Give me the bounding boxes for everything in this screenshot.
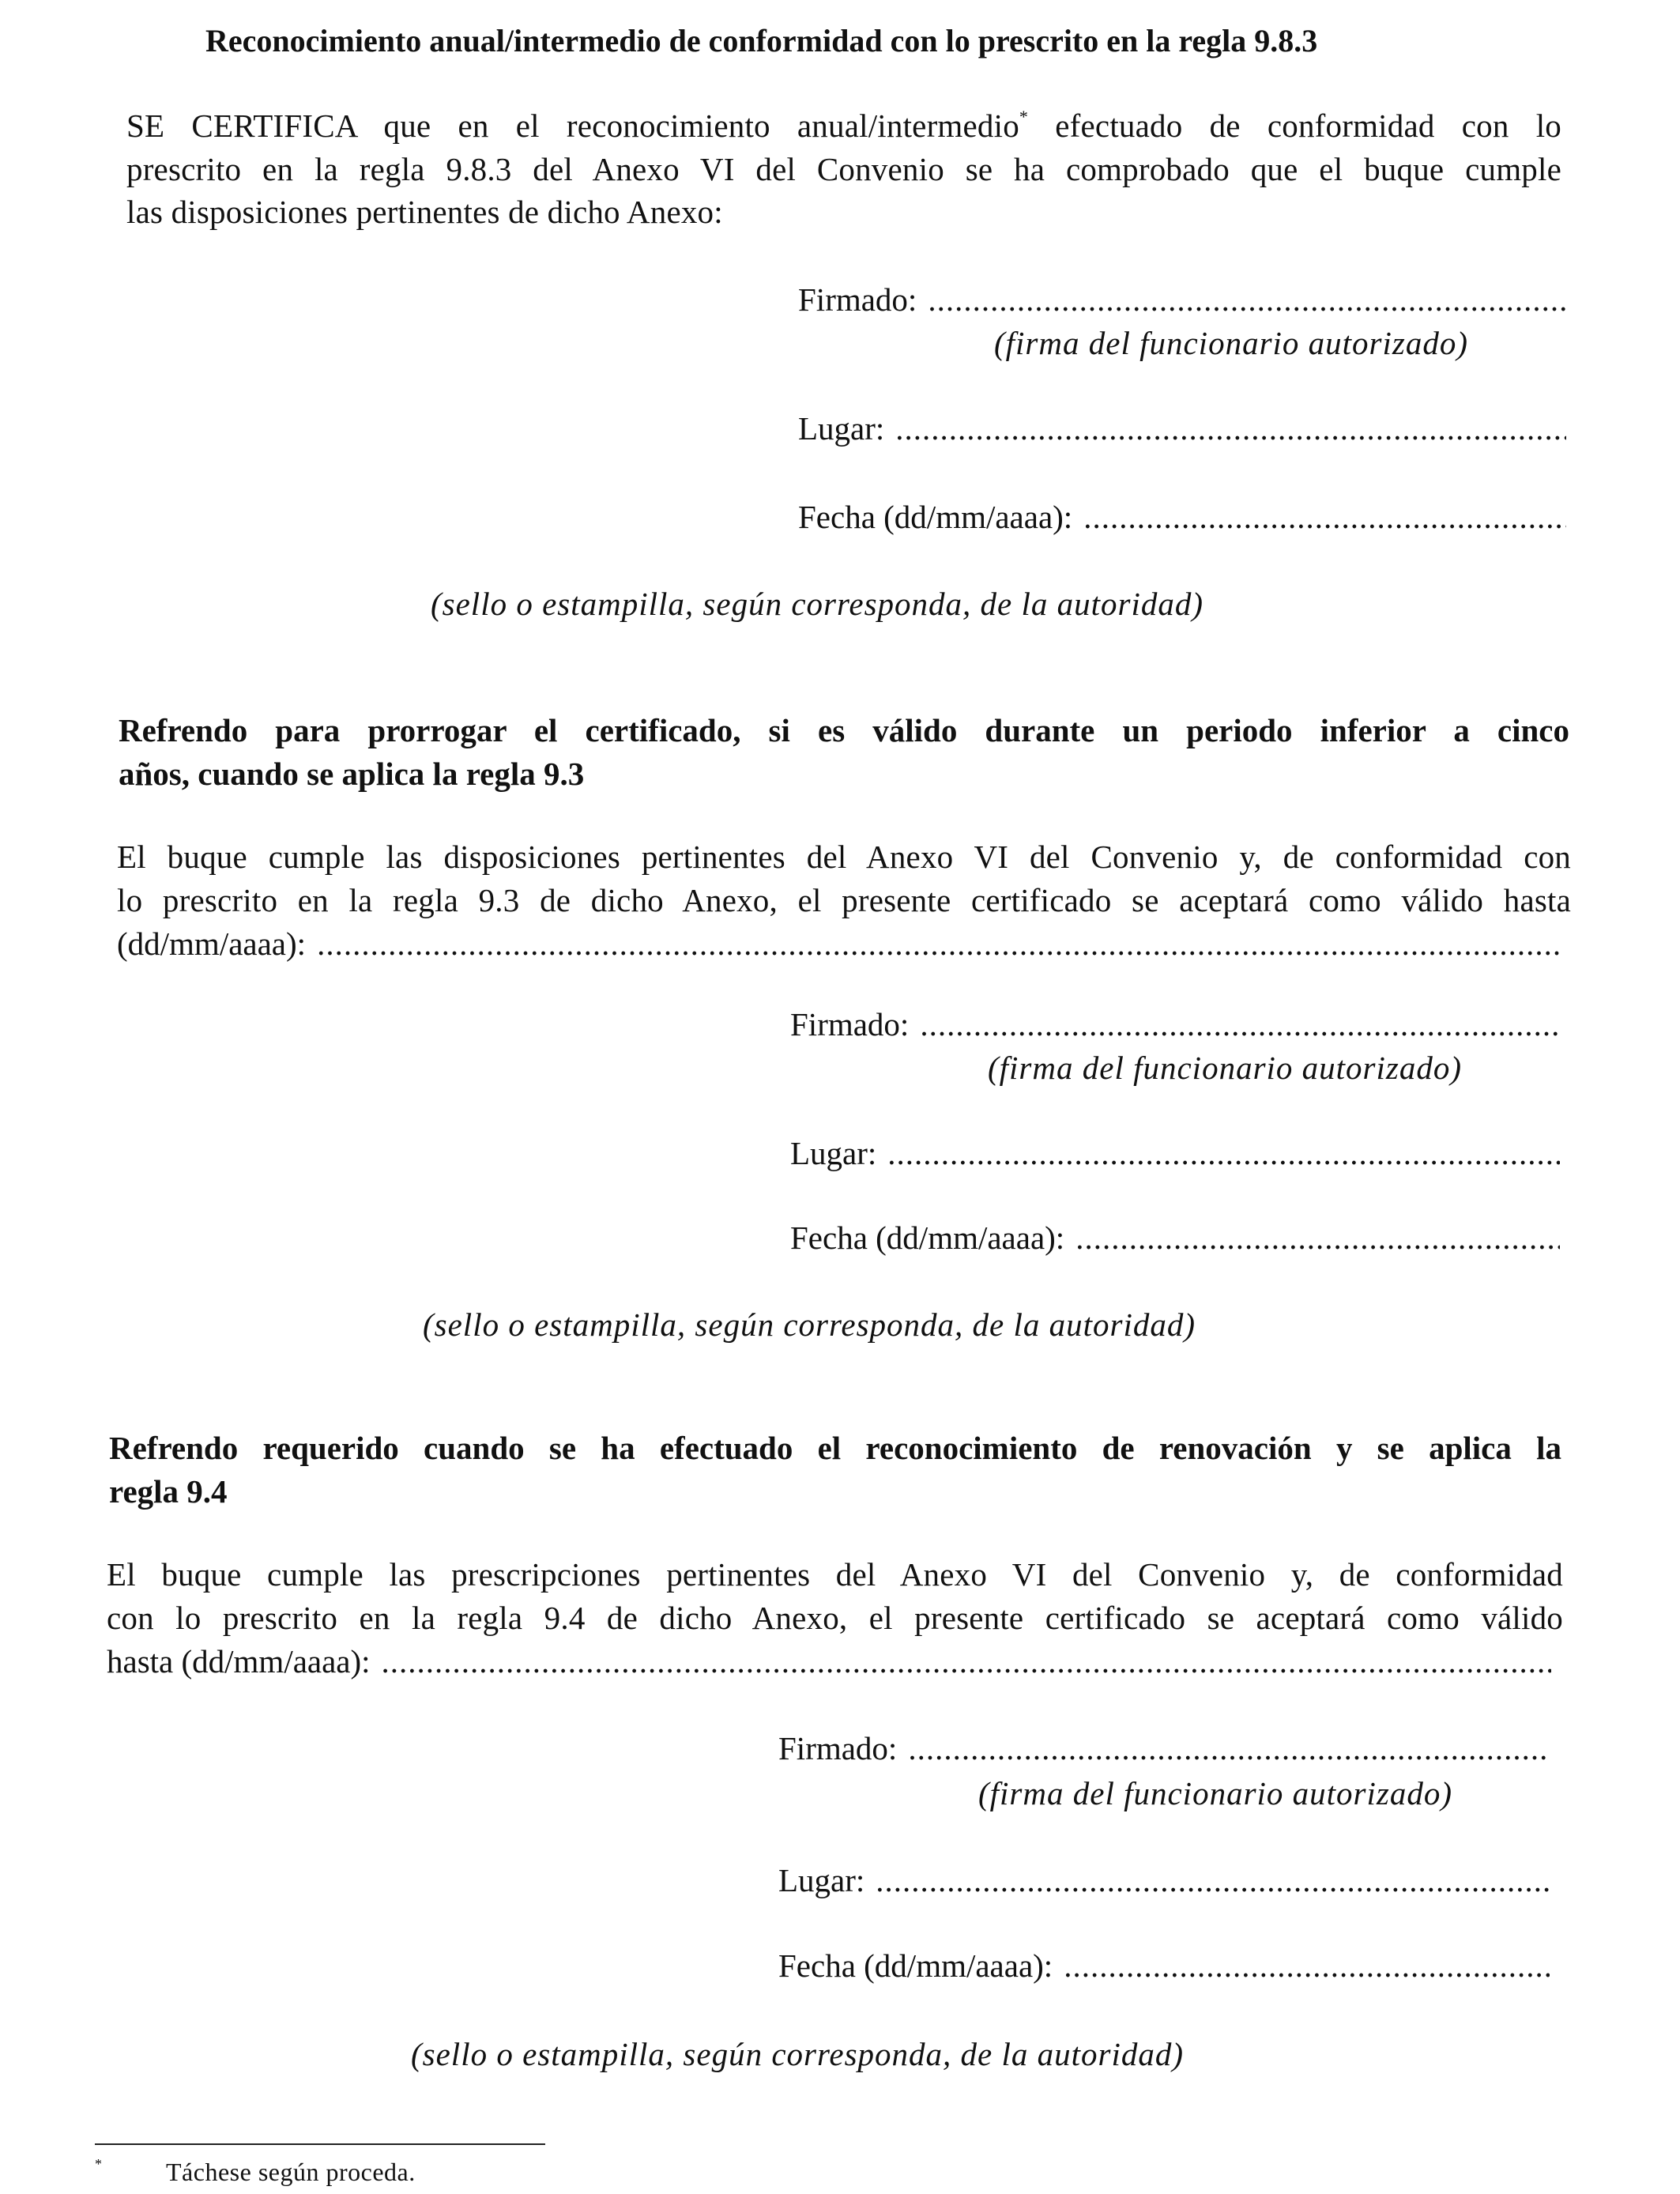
section1-paragraph-line1 (126, 107, 1561, 145)
section2-valid-until-dotted-line (317, 925, 1561, 963)
section2-seal-caption: (sello o estampilla, según corresponda, de la autoridad) (423, 1306, 1196, 1343)
section2-signed-field[interactable] (790, 1005, 1560, 1043)
section1-date-label: Fecha (dd/mm/aaaa): (798, 499, 1073, 535)
section1-seal-caption: (sello o estampilla, según corresponda, de la autoridad) (431, 586, 1204, 622)
section2-date-label: Fecha (dd/mm/aaaa): (790, 1220, 1065, 1256)
section1-paragraph-line3: las disposiciones pertinentes de dicho Anexo: (126, 194, 723, 230)
section2-place-field[interactable] (790, 1134, 1560, 1172)
section3-date-field[interactable] (778, 1947, 1550, 1985)
section3-valid-until-field[interactable] (107, 1642, 1551, 1680)
section1-heading: Reconocimiento anual/intermedio de conformidad con lo prescrito en la regla 9.8.3 (205, 23, 1318, 58)
section2-heading-line2: años, cuando se aplica la regla 9.3 (119, 756, 585, 792)
section3-valid-until-label: hasta (dd/mm/aaaa): (107, 1643, 371, 1679)
section1-date-field[interactable] (798, 498, 1566, 536)
section3-signed-dotted-line (908, 1729, 1550, 1767)
section2-signed-label: Firmado: (790, 1006, 910, 1042)
section2-signed-dotted-line (920, 1005, 1560, 1043)
section3-heading-line1: Refrendo requerido cuando se ha efectuado el reconocimiento de renovación y se aplica la (109, 1430, 1561, 1466)
section1-paragraph-line2: prescrito en la regla 9.8.3 del Anexo VI del Convenio se ha comprobado que el buque cumple (126, 151, 1561, 187)
section1-paragraph-text-a: SE CERTIFICA que en el reconocimiento anual/intermedio (126, 107, 1019, 144)
section3-signed-field[interactable] (778, 1729, 1550, 1767)
section3-valid-until-dotted-line (382, 1642, 1551, 1680)
section3-place-field[interactable] (778, 1861, 1550, 1899)
section1-signed-field[interactable] (798, 281, 1566, 319)
section2-heading-line1: Refrendo para prorrogar el certificado, si es válido durante un periodo inferior a cinco (119, 712, 1569, 748)
footnote-reference-mark: * (1019, 107, 1029, 126)
section3-place-dotted-line (876, 1861, 1550, 1899)
section2-place-label: Lugar: (790, 1135, 877, 1171)
section1-place-label: Lugar: (798, 410, 885, 447)
section3-date-dotted-line (1064, 1947, 1550, 1985)
section1-paragraph-text-b: efectuado de conformidad con lo (1028, 107, 1561, 144)
section1-place-dotted-line (895, 409, 1566, 447)
section1-date-dotted-line (1083, 498, 1566, 536)
section2-date-dotted-line (1075, 1219, 1560, 1257)
section3-date-label: Fecha (dd/mm/aaaa): (778, 1947, 1053, 1984)
section2-valid-until-field[interactable] (117, 925, 1561, 963)
section3-signed-label: Firmado: (778, 1730, 898, 1766)
footnote-separator-rule (95, 2143, 545, 2145)
section3-place-label: Lugar: (778, 1862, 865, 1898)
footnote-mark: * (95, 2156, 102, 2172)
section2-date-field[interactable] (790, 1219, 1560, 1257)
section2-place-dotted-line (887, 1134, 1560, 1172)
section3-seal-caption: (sello o estampilla, según corresponda, de la autoridad) (411, 2036, 1185, 2072)
section2-paragraph-line1: El buque cumple las disposiciones pertinentes del Anexo VI del Convenio y, de conformidad con (117, 839, 1571, 875)
section1-signed-label: Firmado: (798, 281, 917, 318)
section2-signature-caption: (firma del funcionario autorizado) (988, 1050, 1463, 1086)
section1-signed-dotted-line (928, 281, 1566, 319)
section1-signature-caption: (firma del funcionario autorizado) (994, 325, 1469, 361)
footnote-text: Táchese según proceda. (166, 2158, 416, 2186)
section3-heading-line2: regla 9.4 (109, 1473, 228, 1510)
section3-paragraph-line2: con lo prescrito en la regla 9.4 de dicho Anexo, el presente certificado se aceptará como válido (107, 1600, 1563, 1636)
section3-paragraph-line1: El buque cumple las prescripciones pertinentes del Anexo VI del Convenio y, de conformidad (107, 1556, 1563, 1593)
section1-place-field[interactable] (798, 409, 1566, 447)
section3-signature-caption: (firma del funcionario autorizado) (978, 1775, 1453, 1811)
section2-paragraph-line2: lo prescrito en la regla 9.3 de dicho Anexo, el presente certificado se aceptará como válido hasta (117, 882, 1571, 918)
section2-valid-until-label: (dd/mm/aaaa): (117, 925, 307, 962)
